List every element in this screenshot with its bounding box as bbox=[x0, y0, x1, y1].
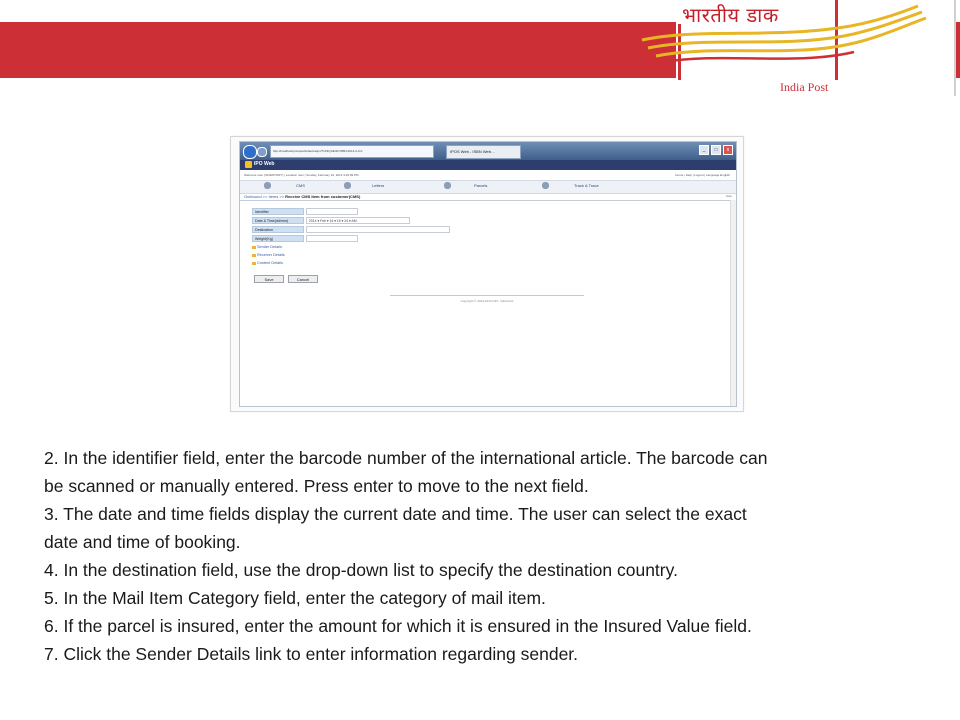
menu-item-letters[interactable]: Letters bbox=[372, 183, 385, 188]
app-info-bar bbox=[240, 170, 736, 180]
app-header-bar bbox=[240, 160, 736, 170]
instruction-line: 7. Click the Sender Details link to enter information regarding sender. bbox=[44, 644, 579, 664]
weight-input[interactable] bbox=[306, 235, 358, 242]
footer-divider bbox=[390, 295, 584, 296]
instructions-text bbox=[44, 444, 914, 668]
destination-label: Destination bbox=[252, 226, 304, 233]
maximize-icon[interactable]: □ bbox=[711, 145, 721, 155]
save-button[interactable]: Save bbox=[254, 275, 284, 283]
parcels-menu-icon bbox=[444, 182, 451, 189]
sender-details-link[interactable]: Sender Details bbox=[252, 245, 282, 249]
datetime-selects[interactable]: 2014 ▾ Feb ▾ 16 ▾ 15 ▾ 24 ▾ AM bbox=[306, 217, 410, 224]
receiver-details-link[interactable]: Receiver Details bbox=[252, 253, 285, 257]
welcome-text: Welcome user (INVENTORY) | Location user | Sunday, February 16, 2014 3:24:09 PM bbox=[244, 173, 359, 177]
weight-label: Weight(Kg) bbox=[252, 235, 304, 242]
identifier-input[interactable] bbox=[306, 208, 358, 215]
instruction-line: 2. In the identifier field, enter the barcode number of the international article. The barcode can bbox=[44, 448, 768, 468]
address-bar[interactable]: http://localhost/pos/pos/default.aspx/?UNIQUEID=ISBN-2014-0-0-0 bbox=[270, 145, 434, 158]
back-arrow-icon[interactable] bbox=[243, 145, 257, 159]
brand-english-text: India Post bbox=[780, 80, 829, 94]
cancel-button[interactable]: Cancel bbox=[288, 275, 318, 283]
instruction-line: 3. The date and time fields display the current date and time. The user can select the exact bbox=[44, 504, 747, 524]
app-name: IPO Web bbox=[254, 161, 275, 167]
app-logo-icon bbox=[245, 161, 252, 168]
footer-copyright: Copyright © 2013-2014 DPL. India Post bbox=[460, 299, 514, 303]
vertical-scrollbar[interactable] bbox=[730, 200, 736, 406]
top-links[interactable]: Home | Help | Logout | Language English bbox=[675, 173, 730, 177]
identifier-label: Identifier bbox=[252, 208, 304, 215]
instruction-line: 5. In the Mail Item Category field, enter the category of mail item. bbox=[44, 588, 546, 608]
track-menu-icon bbox=[542, 182, 549, 189]
cms-menu-icon bbox=[264, 182, 271, 189]
instruction-line: 4. In the destination field, use the drop-down list to specify the destination country. bbox=[44, 560, 678, 580]
close-icon[interactable]: x bbox=[723, 145, 733, 155]
menu-item-track-trace[interactable]: Track & Trace bbox=[574, 183, 599, 188]
forward-arrow-icon[interactable] bbox=[257, 147, 267, 157]
minimize-icon[interactable]: _ bbox=[699, 145, 709, 155]
brand-hindi-text: भारतीय डाक bbox=[682, 3, 779, 27]
menu-item-cms[interactable]: CMS bbox=[296, 183, 305, 188]
main-menu-bar bbox=[240, 180, 736, 194]
header-edge-divider bbox=[954, 0, 956, 96]
breadcrumb[interactable] bbox=[244, 194, 360, 199]
menu-item-parcels[interactable]: Parcels bbox=[474, 183, 488, 188]
breadcrumb-path[interactable]: Outbound >> Items >> bbox=[244, 194, 286, 199]
content-details-link[interactable]: Content Details bbox=[252, 261, 283, 265]
instruction-line: be scanned or manually entered. Press enter to move to the next field. bbox=[44, 476, 589, 496]
instruction-line: date and time of booking. bbox=[44, 532, 241, 552]
breadcrumb-current: Receive CMS Item from customer(CMS) bbox=[285, 194, 361, 199]
window-controls bbox=[699, 145, 733, 157]
content-separator bbox=[240, 200, 736, 201]
help-link[interactable]: Help bbox=[725, 194, 732, 198]
browser-tab[interactable]: IPOS Web - ISBN Web… bbox=[446, 145, 521, 159]
embedded-screenshot bbox=[230, 136, 744, 412]
letters-menu-icon bbox=[344, 182, 351, 189]
destination-dropdown[interactable] bbox=[306, 226, 450, 233]
browser-window bbox=[239, 141, 737, 407]
instruction-line: 6. If the parcel is insured, enter the amount for which it is ensured in the Insured Value field. bbox=[44, 616, 752, 636]
datetime-label: Date & Time(dd/mm) bbox=[252, 217, 304, 224]
